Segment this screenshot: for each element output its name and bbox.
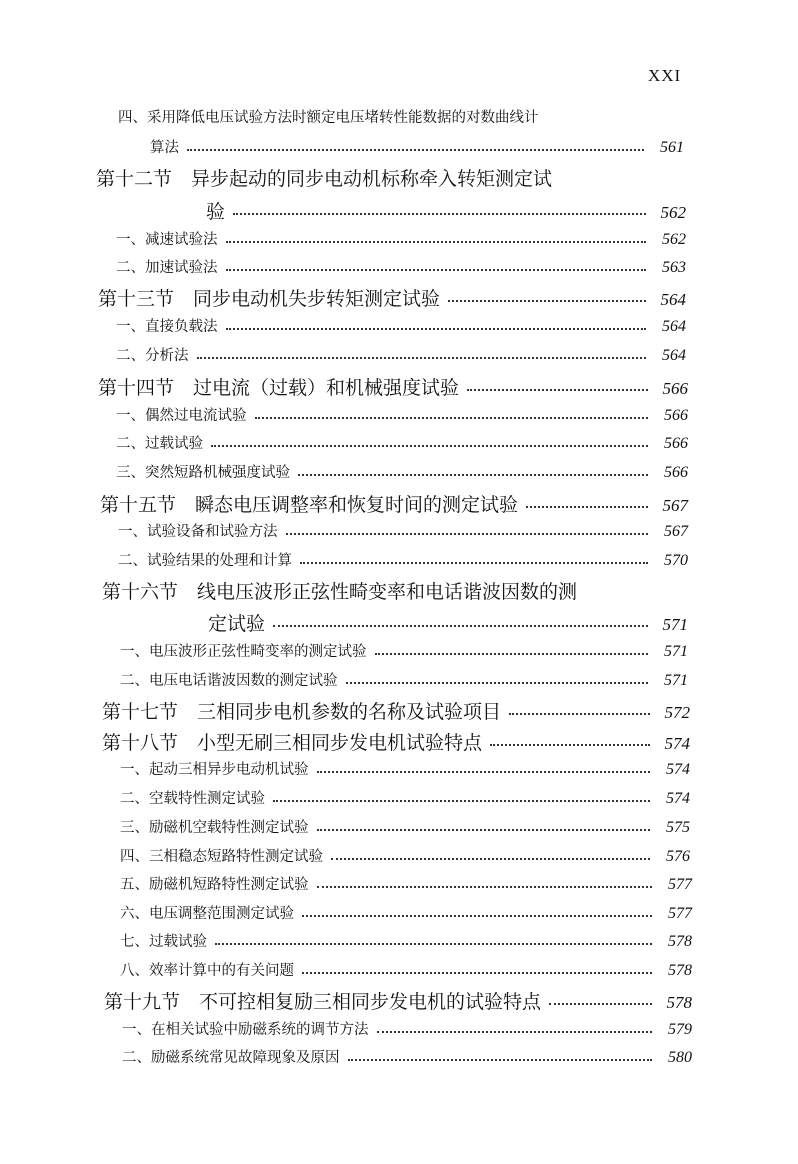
toc-section[interactable] (208, 609, 688, 636)
toc-item-title: 一、偶然过电流试验 (116, 408, 247, 424)
leader-dots (317, 886, 653, 888)
toc-section-title: 验 (206, 201, 226, 223)
leader-dots (233, 213, 646, 215)
toc-section-title: 第十七节 三相同步电机参数的名称及试验项目 (102, 701, 502, 723)
toc-item[interactable] (120, 758, 690, 779)
toc-item-title: 一、起动三相异步电动机试验 (120, 762, 309, 778)
toc-item[interactable] (120, 845, 690, 866)
toc-item[interactable] (116, 432, 688, 453)
toc-section-title: 第十四节 过电流（过载）和机械强度试验 (98, 377, 460, 399)
toc-item[interactable] (118, 520, 688, 541)
toc-item[interactable] (116, 461, 688, 482)
toc-page-number: 571 (664, 643, 688, 660)
toc-item-title: 二、空载特性测定试验 (120, 791, 265, 807)
toc-section[interactable] (206, 197, 686, 224)
toc-section-line1: 第十六节 线电压波形正弦性畸变率和电话谐波因数的测 (102, 581, 578, 603)
toc-page-number: 562 (660, 203, 686, 222)
toc-item[interactable] (120, 902, 692, 923)
toc-item[interactable] (118, 549, 688, 570)
toc-page-number: 574 (666, 761, 690, 778)
toc-section-title: 第十三节 同步电动机失步转矩测定试验 (98, 288, 441, 310)
leader-dots (302, 972, 652, 974)
leader-dots (255, 417, 649, 419)
leader-dots (300, 562, 648, 564)
toc-item-title: 二、励磁系统常见故障现象及原因 (122, 1050, 340, 1066)
toc-page-number: 580 (668, 1049, 692, 1066)
leader-dots (187, 149, 644, 151)
toc-item-title: 四、三相稳态短路特性测定试验 (120, 849, 323, 865)
toc-page-number: 578 (668, 933, 692, 950)
toc-item-title: 八、效率计算中的有关问题 (120, 963, 294, 979)
leader-dots (302, 915, 652, 917)
leader-dots (509, 713, 650, 715)
toc-page-number: 579 (668, 1021, 692, 1038)
toc-item-title: 一、电压波形正弦性畸变率的测定试验 (120, 644, 367, 660)
leader-dots (226, 328, 647, 330)
toc-item-title: 三、突然短路机械强度试验 (116, 465, 290, 481)
toc-page-number: 566 (664, 464, 688, 481)
leader-dots (526, 506, 648, 508)
leader-dots (377, 1031, 653, 1033)
toc-page-number: 563 (662, 259, 686, 276)
toc-section-title: 第十八节 小型无刷三相同步发电机试验特点 (102, 732, 483, 754)
toc-item[interactable] (120, 959, 692, 980)
toc-page-number: 566 (662, 379, 688, 398)
toc-page-number: 578 (666, 993, 692, 1012)
leader-dots (467, 389, 648, 391)
toc-item[interactable] (116, 344, 686, 365)
leader-dots (490, 744, 650, 746)
leader-dots (226, 241, 647, 243)
toc-section-title: 第十五节 瞬态电压调整率和恢复时间的测定试验 (100, 494, 519, 516)
toc-page-number: 562 (662, 231, 686, 248)
leader-dots (215, 943, 652, 945)
toc-page-number: 577 (668, 905, 692, 922)
leader-dots (226, 269, 647, 271)
toc-page-number: 576 (666, 848, 690, 865)
toc-page-number: 566 (664, 407, 688, 424)
leader-dots (317, 771, 651, 773)
leader-dots (346, 682, 649, 684)
leader-dots (211, 445, 648, 447)
toc-item-title: 二、加速试验法 (116, 260, 218, 276)
toc-item-title: 二、过载试验 (116, 436, 203, 452)
toc-item-title: 二、电压电话谐波因数的测定试验 (120, 673, 338, 689)
toc-item-title: 五、励磁机短路特性测定试验 (120, 877, 309, 893)
toc-item-title: 一、试验设备和试验方法 (118, 524, 278, 540)
toc-page-number: 564 (660, 290, 686, 309)
toc-page-number: 571 (662, 615, 688, 634)
toc-page-number: 567 (664, 523, 688, 540)
toc-page-number: 570 (664, 552, 688, 569)
toc-section[interactable] (98, 373, 688, 400)
leader-dots (273, 800, 650, 802)
toc-page-number: 567 (662, 496, 688, 515)
leader-dots (298, 474, 648, 476)
toc-section-title: 定试验 (208, 613, 266, 635)
toc-item[interactable] (120, 816, 690, 837)
toc-section[interactable] (100, 490, 688, 517)
toc-item-line1: 四、采用降低电压试验方法时额定电压堵转性能数据的对数曲线计 (118, 110, 539, 126)
toc-item[interactable] (122, 1046, 692, 1067)
leader-dots (448, 300, 646, 302)
toc-item[interactable] (120, 930, 692, 951)
toc-section[interactable] (102, 697, 690, 724)
toc-section-line1: 第十二节 异步起动的同步电动机标称牵入转矩测定试 (96, 168, 553, 190)
leader-dots (317, 829, 651, 831)
toc-item[interactable] (120, 873, 692, 894)
toc-page-number: 577 (668, 876, 692, 893)
toc-page-number: 561 (660, 139, 684, 156)
leader-dots (273, 625, 648, 627)
toc-page-number: 574 (666, 790, 690, 807)
toc-item-title: 七、过载试验 (120, 934, 207, 950)
toc-page-number: 564 (662, 318, 686, 335)
leader-dots (348, 1059, 653, 1061)
toc-page-number: 572 (664, 703, 690, 722)
toc-item[interactable] (116, 315, 686, 336)
toc-item-title: 一、在相关试验中励磁系统的调节方法 (122, 1022, 369, 1038)
toc-page-number: 571 (664, 672, 688, 689)
toc-item[interactable] (150, 136, 684, 157)
toc-section[interactable] (98, 284, 686, 311)
toc-item[interactable] (116, 256, 686, 277)
toc-item-title: 一、减速试验法 (116, 232, 218, 248)
toc-item[interactable] (120, 640, 688, 661)
toc-item-title: 六、电压调整范围测定试验 (120, 906, 294, 922)
toc-page-number: 575 (666, 819, 690, 836)
toc-item[interactable] (120, 669, 688, 690)
toc-section[interactable] (102, 728, 690, 755)
leader-dots (286, 533, 649, 535)
toc-item[interactable] (120, 787, 690, 808)
toc-section[interactable] (104, 987, 692, 1014)
toc-item-title: 二、试验结果的处理和计算 (118, 553, 292, 569)
toc-item[interactable] (116, 404, 688, 425)
toc-item[interactable] (122, 1018, 692, 1039)
toc-page-number: 574 (664, 734, 690, 753)
leader-dots (197, 357, 647, 359)
leader-dots (375, 653, 649, 655)
toc-item-title: 二、分析法 (116, 348, 189, 364)
page-number: XXI (648, 66, 682, 85)
toc-item-title: 三、励磁机空载特性测定试验 (120, 820, 309, 836)
toc-page-number: 578 (668, 962, 692, 979)
toc-item-title: 算法 (150, 140, 179, 156)
toc-section-title: 第十九节 不可控相复励三相同步发电机的试验特点 (104, 991, 542, 1013)
toc-item-title: 一、直接负载法 (116, 319, 218, 335)
toc-item[interactable] (116, 228, 686, 249)
leader-dots (549, 1003, 652, 1005)
toc-page-number: 566 (664, 435, 688, 452)
toc-page-number: 564 (662, 347, 686, 364)
leader-dots (331, 858, 650, 860)
